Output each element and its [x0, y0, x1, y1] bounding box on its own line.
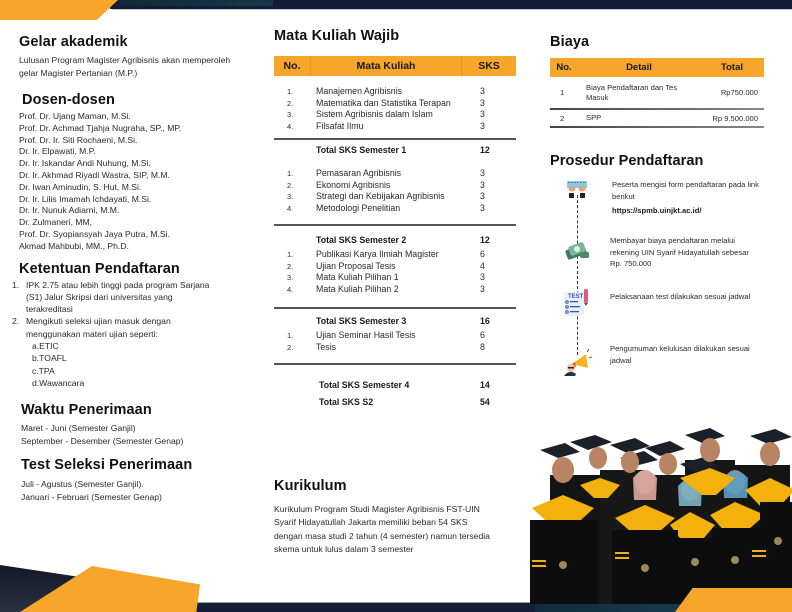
- header-total: Total: [721, 62, 743, 73]
- semester-3-group: [274, 249, 522, 327]
- step-text: Peserta mengisi form pendaftaran pada link berikut: [612, 180, 759, 201]
- dosen-item: Dr. Ir. Iskandar Andi Nuhung, M.Si.: [19, 158, 151, 169]
- gelar-body: Lulusan Program Magister Agribisnis akan memperoleh gelar Magister Pertanian (M.P.): [19, 55, 231, 78]
- row-no: 1.: [287, 169, 294, 178]
- row-no: 1.: [287, 331, 294, 340]
- row-course: Publikasi Karya Ilmiah Magister: [316, 249, 439, 259]
- registration-link[interactable]: https://spmb.uinjkt.ac.id/: [612, 206, 702, 215]
- footer-line: [195, 602, 535, 603]
- prosedur-title: Prosedur Pendaftaran: [550, 153, 704, 169]
- test-line: Juli - Agustus (Semester Ganjil).: [21, 479, 144, 490]
- prosedur-step-2: [610, 235, 780, 270]
- row-no: 2.: [287, 261, 294, 271]
- header-detail: Detail: [626, 62, 652, 73]
- row-course: Manajemen Agribisnis: [316, 86, 403, 96]
- ketentuan-line: terakreditasi: [26, 304, 73, 315]
- footer-teal-accent: [535, 603, 685, 612]
- semester-2-group: [274, 168, 522, 246]
- prosedur-step-4: [610, 343, 780, 366]
- row-course: Matematika dan Statistika Terapan: [316, 97, 451, 108]
- row-no: 2.: [287, 98, 294, 108]
- dosen-item: Dr. Zulmaneri, MM,: [19, 217, 93, 228]
- table-row: [274, 284, 522, 296]
- mata-kuliah-title: Mata Kuliah Wajib: [274, 28, 400, 44]
- total-label: Total SKS Semester 2: [316, 235, 407, 245]
- row-sks: 4: [480, 260, 485, 271]
- dosen-list: [19, 111, 259, 253]
- ketentuan-line: (S1) Jalur Skripsi dari universitas yang: [26, 291, 173, 302]
- footer-orange-shape-right: [675, 588, 792, 612]
- row-course: Ujian Seminar Hasil Tesis: [316, 330, 416, 340]
- ketentuan-line: IPK 2.75 atau lebih tinggi pada program Sarjana: [26, 279, 210, 290]
- row-sks: 3: [480, 272, 485, 282]
- ketentuan-line: menggunakan materi ujian seperti:: [26, 328, 158, 339]
- graduates-photo: [520, 420, 792, 604]
- svg-text:TEST: TEST: [568, 294, 584, 300]
- grand-total-value: 54: [480, 397, 490, 407]
- row-course: Ujian Proposal Tesis: [316, 260, 396, 271]
- table-row: [274, 121, 522, 133]
- dosen-item: Prof. Dr. Ir. Siti Rochaeni, M.Si.: [19, 134, 138, 145]
- row-no: 4.: [287, 121, 294, 131]
- row-no: 3.: [287, 110, 294, 119]
- semester-total: [274, 379, 522, 391]
- row-sks: 6: [480, 249, 485, 259]
- prosedur-step-1: [612, 179, 782, 217]
- table-row: [274, 272, 522, 284]
- semester-total: [274, 315, 522, 327]
- header-line: [112, 9, 792, 10]
- table-row: [274, 261, 522, 273]
- dosen-item: Prof. Dr. Achmad Tjahja Nugraha, SP., MP.: [19, 122, 182, 133]
- row-sks: 3: [480, 202, 485, 213]
- table-row: [274, 342, 522, 354]
- row-sks: 3: [480, 191, 485, 201]
- divider: [274, 363, 516, 365]
- waktu-line: Maret - Juni (Semester Ganjil): [21, 423, 136, 434]
- row-course: Strategi dan Kebijakan Agribisnis: [316, 191, 445, 201]
- dosen-item: Dr. Ir. Elpawati, M.P.: [19, 146, 96, 157]
- row-course: Pemasaran Agribisnis: [316, 168, 402, 178]
- row-sks: 3: [480, 283, 485, 294]
- row-sks: 8: [480, 341, 485, 352]
- total-value: 12: [480, 145, 490, 155]
- row-no: 1.: [287, 250, 294, 259]
- divider: [274, 138, 516, 140]
- header-no: No.: [274, 56, 311, 76]
- grand-total-label: Total SKS S2: [319, 397, 374, 407]
- step-text: Membayar biaya pendaftaran melalui rekening UIN Syarif Hidayatullah sebesar Rp. 750.000: [610, 236, 749, 268]
- header-orange-shape: [0, 0, 118, 20]
- row-no: 2.: [287, 342, 294, 352]
- total-label: Total SKS Semester 3: [316, 316, 407, 326]
- test-line: Januari - Februari (Semester Genap): [21, 491, 162, 502]
- row-sks: 3: [480, 120, 485, 131]
- row-sks: 3: [480, 168, 485, 178]
- materi-item: c.TPA: [32, 365, 55, 376]
- table-row: [274, 168, 522, 180]
- header-no: No.: [556, 62, 572, 73]
- row-course: Tesis: [316, 341, 337, 352]
- ketentuan-number: 1.: [12, 279, 20, 290]
- step-text: Pelaksanaan test dilakukan sesuai jadwal: [610, 292, 751, 301]
- materi-item: b.TOAFL: [32, 353, 67, 364]
- timeline-connector: [577, 195, 578, 355]
- left-column: [12, 34, 259, 503]
- ketentuan-item: [12, 279, 259, 316]
- grand-total: [274, 396, 522, 408]
- test-title: Test Seleksi Penerimaan: [21, 457, 193, 474]
- total-label: Total SKS Semester 4: [319, 380, 410, 390]
- test-sheet-icon: [563, 288, 589, 314]
- table-row: [550, 77, 764, 108]
- prosedur-step-3: [610, 291, 780, 303]
- ketentuan-number: 2.: [12, 316, 20, 327]
- row-course: Mata Kuliah Pilihan 1: [316, 272, 399, 282]
- table-row: [274, 98, 522, 110]
- header-teal-accent: [118, 0, 273, 6]
- step-text: Pengumuman kelulusan dilakukan sesuai jadwal: [610, 344, 750, 365]
- ketentuan-title: Ketentuan Pendaftaran: [19, 260, 180, 277]
- row-no: 1: [560, 88, 565, 97]
- kurikulum-body: Kurikulum Program Studi Magister Agribisnis FST-UIN Syarif Hidayatullah Jakarta memiliki beban 54 SKS dengan masa studi 2 tahun (4 semester) namun tersedia skema untuk lulus dalam 3 semester: [274, 504, 490, 555]
- total-value: 12: [480, 235, 490, 245]
- divider: [274, 307, 516, 309]
- curriculum-column: [274, 28, 522, 408]
- biaya-table-header: [550, 58, 764, 77]
- table-row: [274, 249, 522, 261]
- total-value: 14: [480, 380, 490, 390]
- table-row: [274, 180, 522, 192]
- row-sks: 6: [480, 330, 485, 340]
- dosen-item: Akmad Mahbubi, MM., Ph.D.: [19, 240, 129, 251]
- ketentuan-line: Mengikuti seleksi ujian masuk dengan: [26, 316, 171, 327]
- materi-item: d.Wawancara: [32, 377, 85, 388]
- row-detail: Biaya Pendaftaran dan Tes Masuk: [586, 82, 678, 102]
- keyboard-typing-icon: [566, 180, 592, 206]
- row-sks: 3: [480, 109, 485, 119]
- semester-1-group: [274, 86, 522, 156]
- row-sks: 3: [480, 179, 485, 190]
- row-course: Metodologi Penelitian: [316, 202, 401, 213]
- row-no: 2.: [287, 180, 294, 190]
- test-body: [19, 478, 259, 503]
- dosen-item: Prof. Dr. Syopiansyah Jaya Putra, M.Si.: [19, 228, 170, 239]
- row-sks: 3: [480, 97, 485, 108]
- kurikulum-title: Kurikulum: [274, 478, 347, 494]
- row-no: 3.: [287, 273, 294, 282]
- semester-total: [274, 234, 522, 246]
- dosen-item: Dr. Iwan Aminudin, S. Hut, M.Si.: [19, 181, 142, 192]
- table-row: [274, 203, 522, 215]
- row-no: 4.: [287, 284, 294, 294]
- dosen-title: Dosen-dosen: [22, 92, 115, 108]
- header-mata-kuliah: Mata Kuliah: [311, 56, 462, 76]
- total-value: 16: [480, 316, 490, 326]
- table-row: [274, 330, 522, 342]
- money-stack-icon: [564, 238, 590, 264]
- row-no: 4.: [287, 203, 294, 213]
- row-total: Rp 9.500.000: [712, 113, 758, 123]
- gelar-title: Gelar akademik: [19, 34, 128, 50]
- table-row: [274, 86, 522, 98]
- semester-total: [274, 144, 522, 156]
- mata-kuliah-table-header: [274, 56, 516, 76]
- row-no: 1.: [287, 87, 294, 96]
- table-row: [274, 109, 522, 121]
- dosen-item: Dr. Ir. Akhmad Riyadi Wastra, SIP, M.M.: [19, 169, 170, 180]
- biaya-section: [550, 34, 770, 128]
- table-row: [274, 191, 522, 203]
- ketentuan-item: [12, 315, 259, 340]
- row-course: Ekonomi Agribisnis: [316, 179, 391, 190]
- row-course: Sistem Agribisnis dalam Islam: [316, 109, 433, 119]
- row-sks: 3: [480, 86, 485, 96]
- row-total: Rp750.000: [720, 88, 758, 97]
- row-no: 2: [560, 113, 565, 123]
- ketentuan-list: [12, 279, 259, 390]
- dosen-item: Dr. Ir. Lilis Imamah Ichdayati, M.Si.: [19, 193, 152, 204]
- divider: [550, 126, 764, 128]
- row-detail: SPP: [586, 113, 602, 122]
- semester-4-group: [274, 330, 522, 408]
- waktu-body: [19, 422, 259, 447]
- waktu-title: Waktu Penerimaan: [21, 402, 152, 419]
- biaya-title: Biaya: [550, 34, 590, 50]
- waktu-line: September - Desember (Semester Genap): [21, 435, 184, 446]
- header-sks: SKS: [478, 60, 500, 72]
- row-no: 3.: [287, 192, 294, 201]
- dosen-item: Prof. Dr. Ujang Maman, M.Si.: [19, 111, 131, 121]
- megaphone-icon: [562, 348, 588, 374]
- dosen-item: Dr. Ir. Nunuk Adiarni, M.M.: [19, 205, 120, 216]
- table-row: [550, 110, 764, 126]
- row-course: Filsafat Ilmu: [316, 120, 364, 131]
- materi-item: a.ETIC: [32, 341, 59, 352]
- divider: [274, 224, 516, 226]
- total-label: Total SKS Semester 1: [316, 145, 407, 155]
- row-course: Mata Kuliah Pilihan 2: [316, 283, 399, 294]
